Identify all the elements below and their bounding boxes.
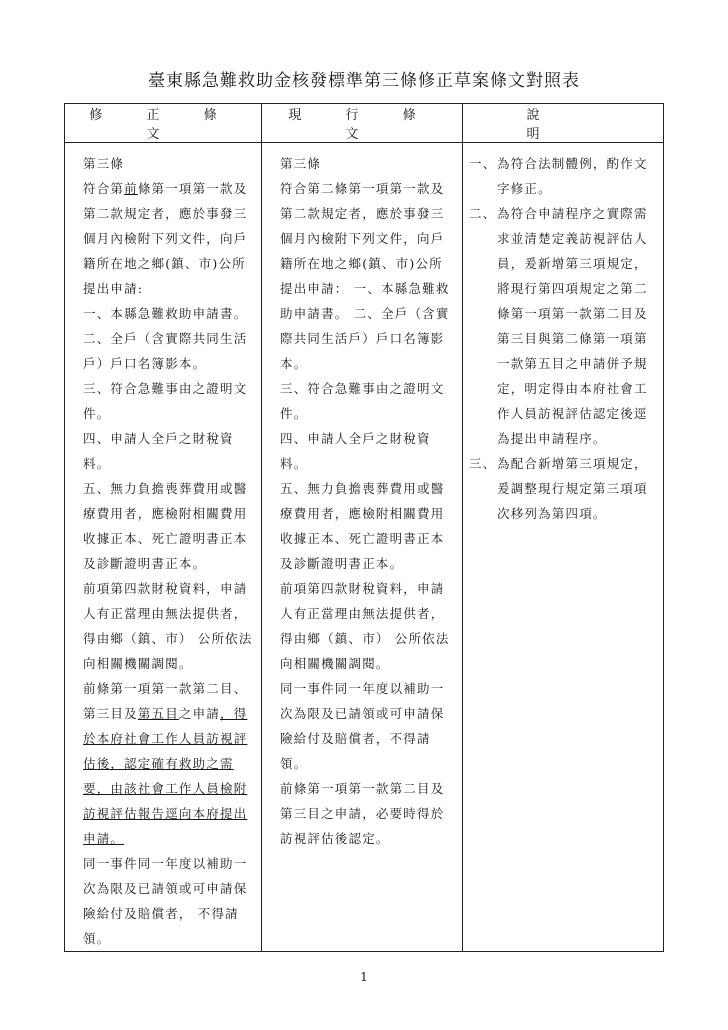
note-item-2 [469,201,655,451]
current-paragraph-2: 前項第四款財稅資料，申請人有正當理由無法提供者，得由鄉（鎮、市） 公所依法向相關機關調閱。 [280,581,450,671]
revised-item-1: 一、本縣急難救助申請書。 [83,306,248,321]
note-3-text: 為配合新增第三項規定，爰調整現行規定第三項項次移列為第四項。 [497,456,648,521]
revised-p1-text-c: 條第一項第一款及第二款規定者，應於事發三個月內檢附下列文件，向戶籍所在地之鄉(鎮、市)公所提出申請: [83,181,248,296]
header-revised: 修 正 條 文 [65,104,262,143]
current-text-cell [262,143,463,952]
revised-text-cell [65,143,262,952]
revised-paragraph-2: 前項第四款財稅資料，申請人有正當理由無法提供者，得由鄉（鎮、市） 公所依法向相關機關調閱。 [83,581,253,671]
revised-paragraph-3 [83,676,255,851]
table-header-row [65,104,664,143]
comparison-table [64,103,664,952]
note-item-1 [469,151,655,201]
note-2-text: 為符合申請程序之實際需求並清楚定義訪視評估人員，爰新增第三項規定，將現行第四項規定之第二條第一項第一款第二目及第三目與第二條第一項第一款第五目之申請併予規定，明定得由本府社會工作人員訪視評估認定後逕為提出申請程序。 [497,206,648,446]
note-item-3 [469,451,655,526]
current-heading: 第三條 [280,156,322,171]
notes-cell [463,143,664,952]
page-title: 臺東縣急難救助金核發標準第三條修正草案條文對照表 [148,71,580,91]
revised-item-3: 三、符合急難事由之證明文件。 [83,381,248,421]
header-current: 現 行 條 文 [262,104,463,143]
revised-item-4: 四、申請人全戶之財稅資料。 [83,431,234,471]
note-2-number: 二、 [469,206,497,221]
revised-heading: 第三條 [83,156,125,171]
current-item-3: 三、符合急難事由之證明文件。 [280,381,445,421]
revised-paragraph-4: 同一事件同一年度以補助一次為限及已請領或可申請保險給付及賠償者， 不得請領。 [83,856,248,946]
page-number: 1 [360,970,368,984]
current-paragraph-4: 前條第一項第一款第二目及第三目之申請，必要時得於訪視評估後認定。 [280,781,445,846]
revised-p3-underlined-d: ，得於本府社會工作人員訪視評估後，認定確有救助之需要，由該社會工作人員檢附訪視評估報告逕向本府提出申請。 [83,706,248,846]
revised-p3-text-a: 前條第一項第一款第二目、第三目及 [83,681,248,721]
note-1-number: 一、 [469,156,497,171]
revised-p1-underlined: 前 [124,181,138,196]
revised-p3-text-c: 之申請 [178,706,221,721]
revised-p1-text-a: 符合第 [83,181,125,196]
current-paragraph-1: 符合第二條第一項第一款及第二款規定者，應於事發三個月內檢附下列文件，向戶籍所在地之鄉(鎮、市)公所提出申請： 一、本縣急難救助申請書。 二、全戶（含實際共同生活戶）戶口名簿影本。 [280,181,450,371]
current-item-5: 五、無力負擔喪葬費用或醫療費用者，應檢附相關費用收據正本、死亡證明書正本及診斷證明書正本。 [280,481,445,571]
note-3-number: 三、 [469,456,497,471]
note-1-text: 為符合法制體例，酌作文字修正。 [497,156,648,196]
revised-item-2: 二、全戶（含實際共同生活戶）戶口名簿影本。 [83,331,248,371]
revised-paragraph-1 [83,176,255,301]
revised-item-5: 五、無力負擔喪葬費用或醫療費用者，應檢附相關費用收據正本、死亡證明書正本及診斷證明書正本。 [83,481,248,571]
current-paragraph-3: 同一事件同一年度以補助一次為限及已請領或可申請保險給付及賠償者，不得請領。 [280,681,445,771]
header-notes: 說 明 [463,104,664,143]
table-body-row [65,143,664,952]
current-item-4: 四、申請人全戶之財稅資料。 [280,431,431,471]
revised-p3-underlined-b: 第五目 [137,706,179,721]
